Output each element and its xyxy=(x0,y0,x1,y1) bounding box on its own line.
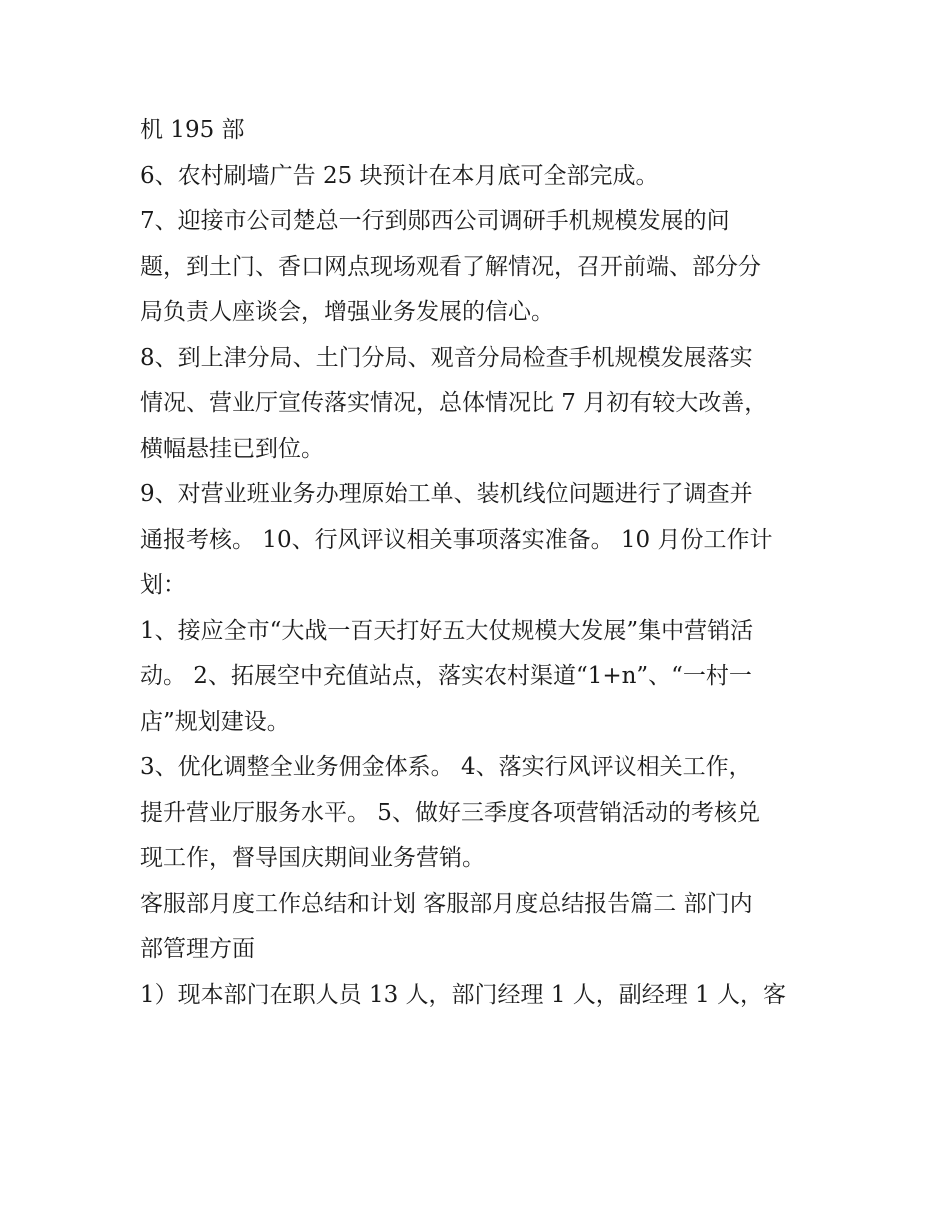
text-line: 提升营业厅服务水平。 5、做好三季度各项营销活动的考核兑 xyxy=(140,799,760,826)
text-line: 情况、营业厅宣传落实情况，总体情况比 7 月初有较大改善， xyxy=(140,390,768,416)
text-line: 横幅悬挂已到位。 xyxy=(140,435,324,462)
text-line: 现工作，督导国庆期间业务营销。 xyxy=(140,845,485,871)
text-line: 机 195 部 xyxy=(140,117,245,143)
text-line: 6、农村刷墙广告 25 块预计在本月底可全部完成。 xyxy=(140,162,659,189)
text-line: 题，到土门、香口网点现场观看了解情况，召开前端、部分分 xyxy=(140,253,761,280)
text-line: 1、接应全市“大战一百天打好五大仗规模大发展”集中营销活 xyxy=(140,617,754,644)
text-line: 店”规划建设。 xyxy=(140,708,290,735)
text-line: 划： xyxy=(140,572,186,598)
text-line: 部管理方面 xyxy=(140,936,255,962)
text-line: 3、优化调整全业务佣金体系。 4、落实行风评议相关工作， xyxy=(140,754,752,780)
text-line: 客服部月度工作总结和计划 客服部月度总结报告篇二 部门内 xyxy=(140,890,753,917)
text-line: 9、对营业班业务办理原始工单、装机线位问题进行了调查并 xyxy=(140,481,753,507)
text-line: 8、到上津分局、土门分局、观音分局检查手机规模发展落实 xyxy=(140,344,753,371)
text-line: 1）现本部门在职人员 13 人，部门经理 1 人，副经理 1 人，客 xyxy=(140,981,787,1008)
text-line: 动。 2、拓展空中充值站点，落实农村渠道“1+n”、“一村一 xyxy=(140,663,752,689)
text-line: 7、迎接市公司楚总一行到郧西公司调研手机规模发展的问 xyxy=(140,208,730,234)
text-line: 通报考核。 10、行风评议相关事项落实准备。 10 月份工作计 xyxy=(140,526,773,553)
text-line: 局负责人座谈会，增强业务发展的信心。 xyxy=(140,299,554,325)
document-body xyxy=(140,108,830,1018)
